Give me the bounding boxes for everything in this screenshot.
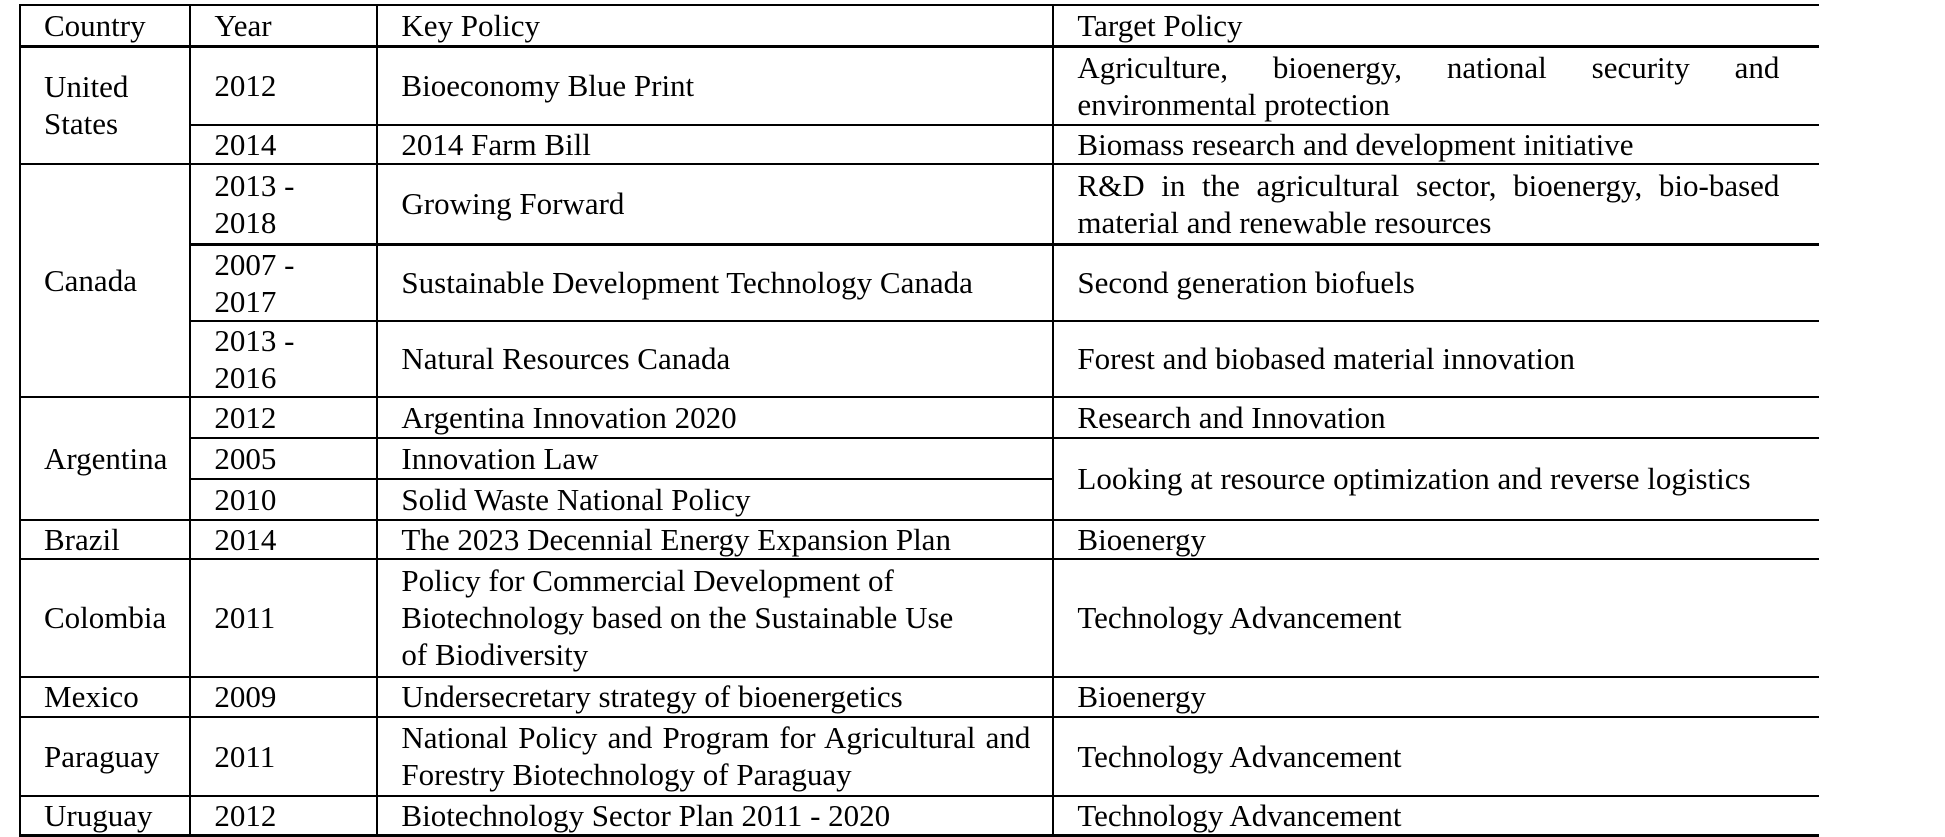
target-policy-cell: Agriculture, bioenergy, national security and environmental protection (1053, 46, 1819, 125)
key-policy-cell: Innovation Law (377, 438, 1053, 479)
header-key-policy: Key Policy (377, 5, 1053, 46)
key-policy-cell: Sustainable Development Technology Canada (377, 244, 1053, 321)
table-row (20, 677, 1819, 717)
table-row (20, 717, 1819, 796)
target-policy-cell: Technology Advancement (1053, 559, 1819, 677)
table-row (20, 438, 1819, 479)
table-row (20, 46, 1819, 125)
country-cell: Argentina (20, 397, 190, 520)
table-row (20, 559, 1819, 677)
target-policy-cell: R&D in the agricultural sector, bioenergy, bio-based material and renewable resources (1053, 164, 1819, 244)
table-header-row (20, 5, 1819, 46)
key-policy-cell: Growing Forward (377, 164, 1053, 244)
table-row (20, 397, 1819, 438)
target-policy-cell: Bioenergy (1053, 677, 1819, 717)
country-cell: Paraguay (20, 717, 190, 796)
table-row (20, 125, 1819, 164)
country-cell: United States (20, 46, 190, 164)
table-row (20, 520, 1819, 559)
year-cell: 2011 (190, 717, 377, 796)
country-cell: Canada (20, 164, 190, 397)
year-cell: 2013 - 2018 (190, 164, 377, 244)
table-row (20, 796, 1819, 836)
key-policy-cell: National Policy and Program for Agricultural and Forestry Biotechnology of Paraguay (377, 717, 1053, 796)
year-cell: 2013 - 2016 (190, 321, 377, 397)
year-cell: 2010 (190, 479, 377, 520)
target-policy-cell: Forest and biobased material innovation (1053, 321, 1819, 397)
key-policy-cell: Bioeconomy Blue Print (377, 46, 1053, 125)
target-policy-cell: Looking at resource optimization and reverse logistics (1053, 438, 1819, 520)
country-cell: Uruguay (20, 796, 190, 836)
key-policy-cell: Biotechnology Sector Plan 2011 - 2020 (377, 796, 1053, 836)
year-cell: 2014 (190, 520, 377, 559)
year-cell: 2014 (190, 125, 377, 164)
country-cell: Brazil (20, 520, 190, 559)
key-policy-cell: 2014 Farm Bill (377, 125, 1053, 164)
target-policy-cell: Research and Innovation (1053, 397, 1819, 438)
header-year: Year (190, 5, 377, 46)
target-policy-cell: Biomass research and development initiative (1053, 125, 1819, 164)
year-cell: 2012 (190, 796, 377, 836)
policy-table (19, 4, 1819, 837)
year-cell: 2012 (190, 397, 377, 438)
header-country: Country (20, 5, 190, 46)
country-cell: Colombia (20, 559, 190, 677)
table-row (20, 244, 1819, 321)
header-target-policy: Target Policy (1053, 5, 1819, 46)
table-row (20, 164, 1819, 244)
country-cell: Mexico (20, 677, 190, 717)
target-policy-cell: Bioenergy (1053, 520, 1819, 559)
year-cell: 2012 (190, 46, 377, 125)
year-cell: 2005 (190, 438, 377, 479)
table-row (20, 321, 1819, 397)
target-policy-cell: Technology Advancement (1053, 796, 1819, 836)
year-cell: 2011 (190, 559, 377, 677)
key-policy-cell: Solid Waste National Policy (377, 479, 1053, 520)
policy-table-container (19, 4, 1819, 837)
target-policy-cell: Technology Advancement (1053, 717, 1819, 796)
key-policy-cell: Argentina Innovation 2020 (377, 397, 1053, 438)
key-policy-cell: Natural Resources Canada (377, 321, 1053, 397)
year-cell: 2007 - 2017 (190, 244, 377, 321)
key-policy-cell: Policy for Commercial Development of Biotechnology based on the Sustainable Use of Biodiversity (377, 559, 1053, 677)
target-policy-cell: Second generation biofuels (1053, 244, 1819, 321)
key-policy-cell: The 2023 Decennial Energy Expansion Plan (377, 520, 1053, 559)
year-cell: 2009 (190, 677, 377, 717)
key-policy-cell: Undersecretary strategy of bioenergetics (377, 677, 1053, 717)
